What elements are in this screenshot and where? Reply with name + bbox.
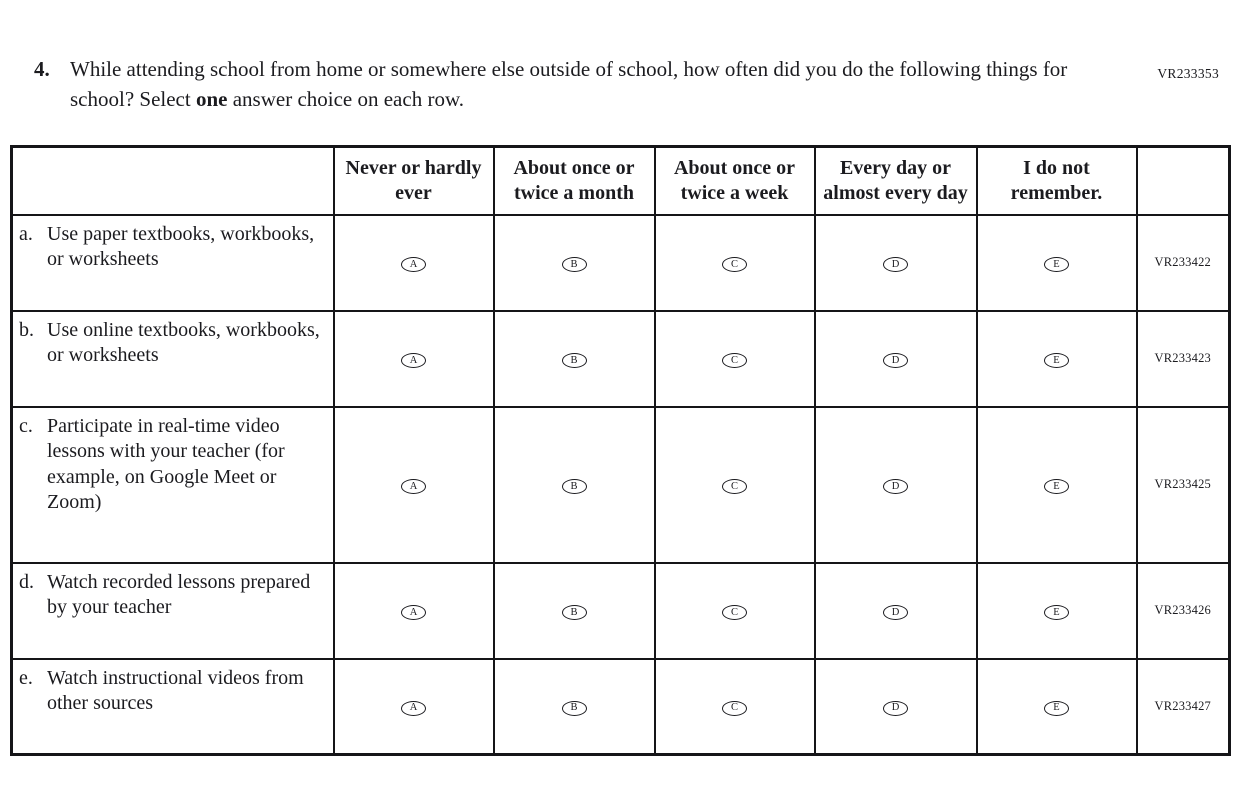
- row-letter: a.: [19, 222, 33, 245]
- header-col-month: About once or twice a month: [494, 146, 655, 215]
- question-text-bold: one: [195, 87, 228, 112]
- option-bubble-a[interactable]: A: [401, 701, 426, 716]
- row-label: Participate in real-time video lessons with your teacher (for example, on Google Meet or Zoom): [47, 414, 285, 514]
- question-text-start: While attending school from home or somewhere else outside of school, how often did you do the following things for school? Select: [70, 57, 1068, 112]
- option-cell: [815, 407, 977, 563]
- option-bubble-d[interactable]: D: [883, 701, 908, 716]
- row-letter: d.: [19, 570, 34, 593]
- table-row-d: [12, 563, 1230, 659]
- row-label: Watch recorded lessons prepared by your teacher: [47, 570, 311, 619]
- row-label: Use paper textbooks, workbooks, or worksheets: [47, 222, 315, 271]
- row-letter: e.: [19, 666, 33, 689]
- option-bubble-c[interactable]: C: [722, 701, 747, 716]
- option-bubble-a[interactable]: A: [401, 353, 426, 368]
- option-cell: [815, 563, 977, 659]
- row-code: VR233423: [1137, 311, 1230, 407]
- option-bubble-b[interactable]: B: [562, 479, 587, 494]
- option-bubble-e[interactable]: E: [1044, 479, 1069, 494]
- row-label: Watch instructional videos from other sources: [47, 666, 304, 715]
- option-cell: [334, 311, 494, 407]
- option-cell: [334, 215, 494, 311]
- option-cell: [655, 311, 815, 407]
- header-col-week: About once or twice a week: [655, 146, 815, 215]
- table-row-c: [12, 407, 1230, 563]
- header-empty-code: [1137, 146, 1230, 215]
- row-label-cell: [12, 311, 334, 407]
- option-cell: [815, 215, 977, 311]
- option-cell: [334, 407, 494, 563]
- option-bubble-a[interactable]: A: [401, 479, 426, 494]
- option-cell: [494, 563, 655, 659]
- option-cell: [977, 407, 1137, 563]
- header-row: [12, 146, 1230, 215]
- option-bubble-b[interactable]: B: [562, 353, 587, 368]
- option-cell: [815, 659, 977, 755]
- option-cell: [655, 407, 815, 563]
- row-letter: c.: [19, 414, 33, 437]
- question-number: 4.: [34, 57, 50, 81]
- option-cell: [334, 563, 494, 659]
- row-code: VR233425: [1137, 407, 1230, 563]
- option-bubble-b[interactable]: B: [562, 701, 587, 716]
- option-cell: [655, 563, 815, 659]
- row-code: VR233422: [1137, 215, 1230, 311]
- option-bubble-d[interactable]: D: [883, 353, 908, 368]
- option-bubble-a[interactable]: A: [401, 605, 426, 620]
- option-bubble-c[interactable]: C: [722, 605, 747, 620]
- question-text-end: answer choice on each row.: [227, 87, 464, 112]
- table-row-b: [12, 311, 1230, 407]
- option-bubble-b[interactable]: B: [562, 605, 587, 620]
- table-row-e: [12, 659, 1230, 755]
- option-cell: [977, 659, 1137, 755]
- option-bubble-c[interactable]: C: [722, 257, 747, 272]
- option-cell: [494, 407, 655, 563]
- option-cell: [494, 659, 655, 755]
- option-cell: [494, 311, 655, 407]
- page-form-code: VR233353: [1157, 66, 1219, 81]
- option-bubble-e[interactable]: E: [1044, 605, 1069, 620]
- option-bubble-e[interactable]: E: [1044, 701, 1069, 716]
- option-cell: [977, 311, 1137, 407]
- question-text: [70, 54, 1100, 115]
- option-bubble-b[interactable]: B: [562, 257, 587, 272]
- option-bubble-d[interactable]: D: [883, 605, 908, 620]
- row-label-cell: [12, 563, 334, 659]
- option-bubble-e[interactable]: E: [1044, 257, 1069, 272]
- table-row-a: [12, 215, 1230, 311]
- option-cell: [655, 659, 815, 755]
- row-letter: b.: [19, 318, 34, 341]
- header-col-remember: I do not remember.: [977, 146, 1137, 215]
- row-label: Use online textbooks, workbooks, or worksheets: [47, 318, 320, 367]
- option-cell: [334, 659, 494, 755]
- option-bubble-d[interactable]: D: [883, 479, 908, 494]
- option-cell: [655, 215, 815, 311]
- option-cell: [977, 215, 1137, 311]
- question-table: [10, 145, 1231, 757]
- header-col-never: Never or hardly ever: [334, 146, 494, 215]
- row-code: VR233427: [1137, 659, 1230, 755]
- option-bubble-c[interactable]: C: [722, 479, 747, 494]
- option-cell: [977, 563, 1137, 659]
- row-code: VR233426: [1137, 563, 1230, 659]
- row-label-cell: [12, 407, 334, 563]
- header-col-everyday: Every day or almost every day: [815, 146, 977, 215]
- option-bubble-a[interactable]: A: [401, 257, 426, 272]
- option-bubble-c[interactable]: C: [722, 353, 747, 368]
- option-bubble-e[interactable]: E: [1044, 353, 1069, 368]
- option-bubble-d[interactable]: D: [883, 257, 908, 272]
- row-label-cell: [12, 659, 334, 755]
- question-block: [34, 54, 1237, 115]
- option-cell: [815, 311, 977, 407]
- row-label-cell: [12, 215, 334, 311]
- header-empty-label: [12, 146, 334, 215]
- option-cell: [494, 215, 655, 311]
